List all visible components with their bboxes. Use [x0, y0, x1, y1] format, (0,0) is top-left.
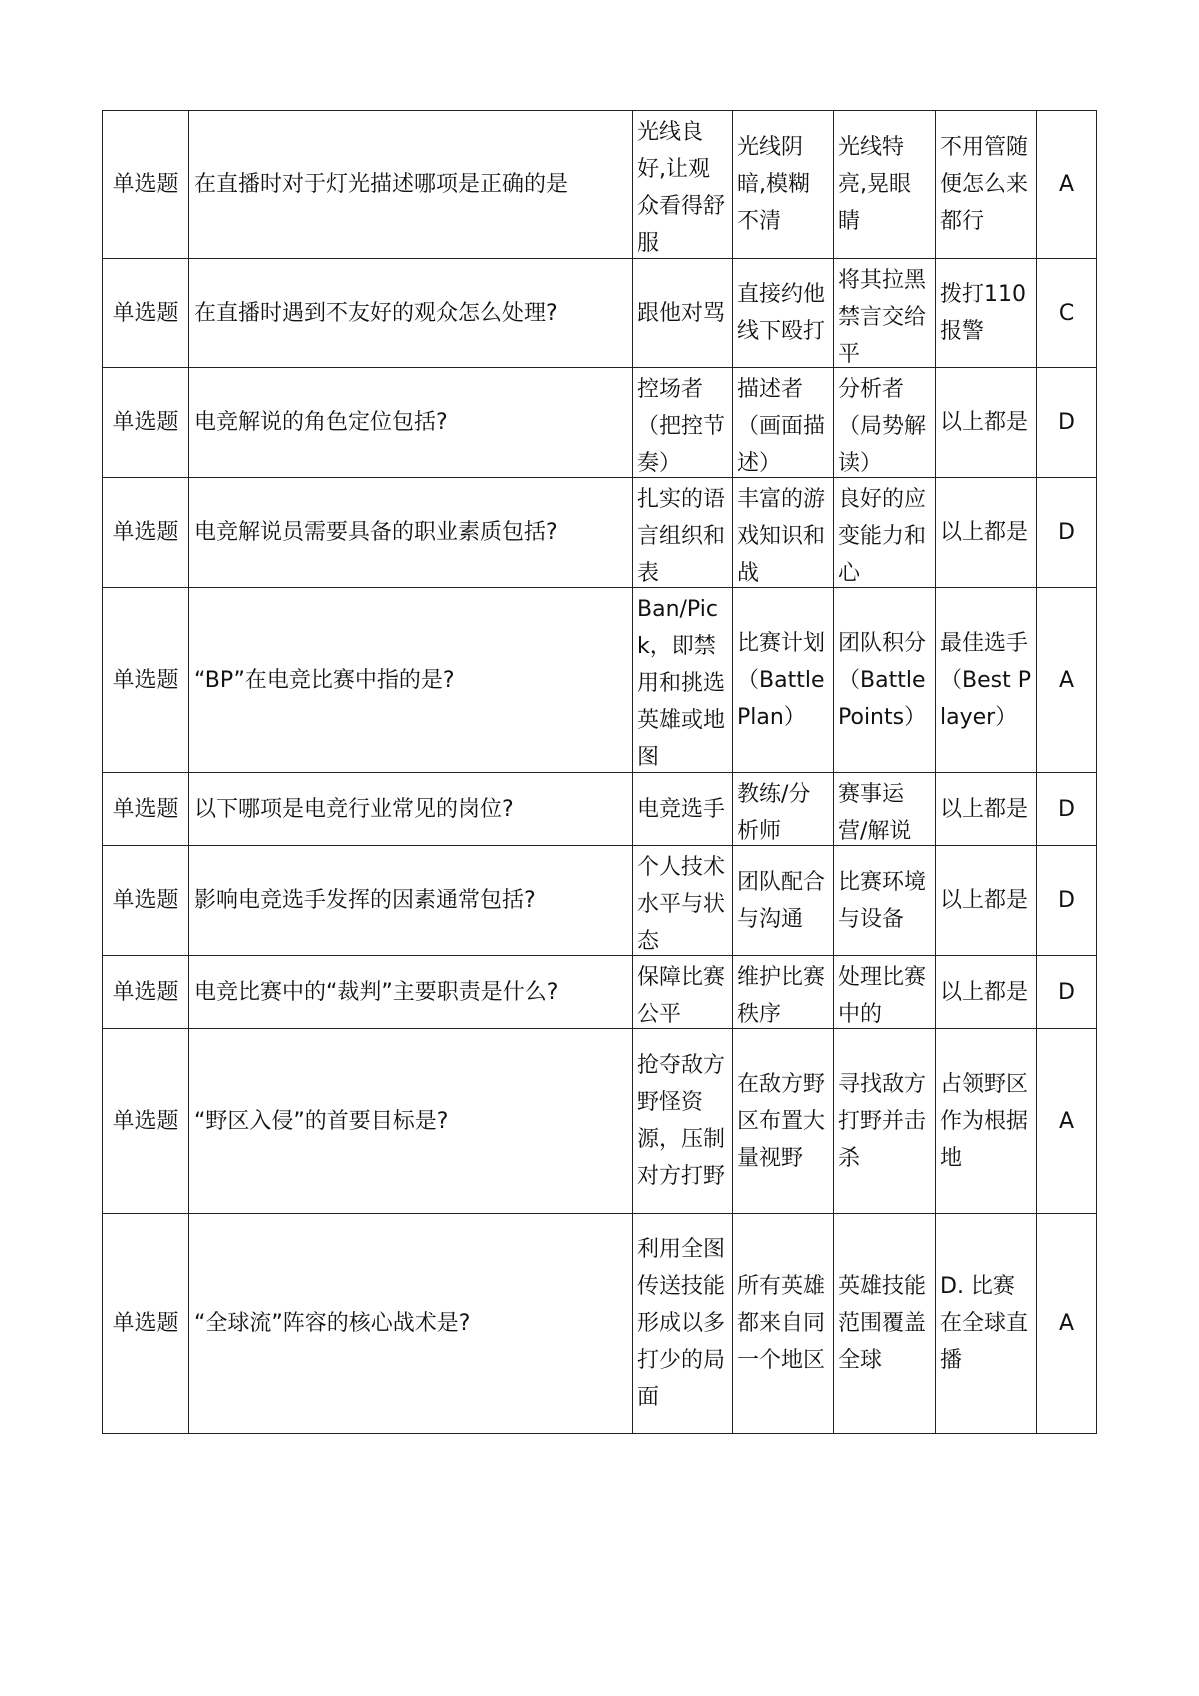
question-text-cell: 电竞解说的角色定位包括? [189, 368, 633, 478]
question-type-cell: 单选题 [103, 259, 189, 368]
question-type-cell: 单选题 [103, 773, 189, 846]
question-text-cell: 在直播时对于灯光描述哪项是正确的是 [189, 111, 633, 259]
option-c-text: 处理比赛中的 [838, 964, 927, 1026]
option-c-text: 团队积分（Battle Points） [838, 630, 927, 730]
answer-cell: D [1037, 773, 1097, 846]
answer-cell: A [1037, 588, 1097, 773]
option-b-cell [733, 1029, 834, 1214]
question-text-cell: 在直播时遇到不友好的观众怎么处理? [189, 259, 633, 368]
option-b-text: 光线阴暗,模糊不清 [737, 135, 810, 234]
option-d-cell [936, 588, 1037, 773]
question-type-cell: 单选题 [103, 111, 189, 259]
option-b-cell [733, 588, 834, 773]
option-b-cell [733, 956, 834, 1029]
option-b-text: 维护比赛秩序 [737, 964, 826, 1026]
question-row [103, 773, 1097, 846]
option-a-cell [633, 588, 733, 773]
option-c-text: 分析者（局势解读） [838, 376, 927, 475]
option-d-text: 拨打110报警 [940, 282, 1026, 344]
option-a-text: 跟他对骂 [637, 300, 726, 326]
question-type-cell: 单选题 [103, 1214, 189, 1434]
answer-cell: A [1037, 111, 1097, 259]
option-a-cell [633, 846, 733, 956]
question-rows [103, 111, 1097, 1434]
option-d-cell [936, 773, 1037, 846]
answer-cell: C [1037, 259, 1097, 368]
option-a-text: 扎实的语言组织和表 [637, 486, 726, 585]
question-row [103, 368, 1097, 478]
option-a-text: 个人技术水平与状态 [637, 854, 726, 953]
option-c-text: 光线特亮,晃眼睛 [838, 135, 911, 234]
option-c-text: 将其拉黑禁言交给平 [838, 267, 927, 365]
option-b-cell [733, 259, 834, 368]
option-d-text: 以上都是 [940, 410, 1029, 435]
option-b-text: 丰富的游戏知识和战 [737, 486, 826, 585]
option-c-cell [834, 773, 936, 846]
option-b-text: 团队配合与沟通 [737, 869, 826, 932]
question-text-cell: “野区入侵”的首要目标是? [189, 1029, 633, 1214]
option-b-cell [733, 846, 834, 956]
question-row [103, 478, 1097, 588]
option-d-cell [936, 111, 1037, 259]
option-a-text: Ban/Pick，即禁用和挑选英雄或地图 [637, 596, 726, 770]
option-b-cell [733, 478, 834, 588]
option-b-text: 在敌方野区布置大量视野 [737, 1071, 826, 1171]
question-text-cell: “全球流”阵容的核心战术是? [189, 1214, 633, 1434]
option-c-cell [834, 956, 936, 1029]
question-type-cell: 单选题 [103, 1029, 189, 1214]
question-type-cell: 单选题 [103, 846, 189, 956]
option-a-cell [633, 1214, 733, 1434]
option-c-text: 赛事运营/解说 [838, 781, 912, 843]
option-c-text: 寻找敌方打野并击杀 [838, 1071, 927, 1171]
option-d-cell [936, 1214, 1037, 1434]
option-b-cell [733, 773, 834, 846]
question-type-cell: 单选题 [103, 956, 189, 1029]
option-b-cell [733, 1214, 834, 1434]
option-a-cell [633, 478, 733, 588]
question-row [103, 1029, 1097, 1214]
option-d-text: 以上都是 [940, 888, 1029, 913]
option-d-cell [936, 478, 1037, 588]
option-c-cell [834, 588, 936, 773]
question-row [103, 956, 1097, 1029]
option-b-text: 所有英雄都来自同一个地区 [737, 1274, 826, 1373]
question-type-cell: 单选题 [103, 478, 189, 588]
answer-cell: A [1037, 1214, 1097, 1434]
option-c-cell [834, 259, 936, 368]
answer-cell: D [1037, 478, 1097, 588]
option-b-cell [733, 368, 834, 478]
question-text-cell: “BP”在电竞比赛中指的是? [189, 588, 633, 773]
option-b-text: 直接约他线下殴打 [737, 282, 826, 344]
option-b-text: 比赛计划（Battle Plan） [737, 630, 826, 730]
option-a-text: 抢夺敌方野怪资源，压制对方打野 [637, 1053, 726, 1189]
option-c-cell [834, 1214, 936, 1434]
answer-cell: D [1037, 846, 1097, 956]
option-a-text: 光线良好,让观众看得舒服 [637, 119, 726, 256]
question-row [103, 111, 1097, 259]
question-text-cell: 电竞解说员需要具备的职业素质包括? [189, 478, 633, 588]
option-c-cell [834, 478, 936, 588]
option-b-cell [733, 111, 834, 259]
option-c-text: 良好的应变能力和心 [838, 486, 927, 585]
answer-cell: A [1037, 1029, 1097, 1214]
option-c-cell [834, 111, 936, 259]
option-d-text: 最佳选手（Best Player） [940, 630, 1031, 730]
option-a-text: 电竞选手 [637, 796, 726, 822]
option-c-cell [834, 368, 936, 478]
option-c-cell [834, 1029, 936, 1214]
option-b-text: 描述者（画面描述） [737, 376, 826, 475]
option-b-text: 教练/分析师 [737, 781, 811, 843]
option-d-text: 以上都是 [940, 520, 1029, 545]
option-d-text: 不用管随便怎么来都行 [940, 135, 1029, 234]
option-d-text: 以上都是 [940, 979, 1029, 1005]
question-row [103, 1214, 1097, 1434]
answer-cell: D [1037, 368, 1097, 478]
option-d-cell [936, 846, 1037, 956]
question-type-cell: 单选题 [103, 368, 189, 478]
option-a-text: 控场者（把控节奏） [637, 376, 726, 475]
option-d-cell [936, 1029, 1037, 1214]
option-a-cell [633, 773, 733, 846]
question-text-cell: 以下哪项是电竞行业常见的岗位? [189, 773, 633, 846]
question-row [103, 588, 1097, 773]
option-a-cell [633, 259, 733, 368]
option-a-cell [633, 368, 733, 478]
answer-cell: D [1037, 956, 1097, 1029]
option-d-text: D. 比赛在全球直播 [940, 1274, 1029, 1373]
option-c-cell [834, 846, 936, 956]
option-d-text: 以上都是 [940, 796, 1029, 822]
question-row [103, 846, 1097, 956]
option-d-text: 占领野区作为根据地 [940, 1071, 1029, 1171]
question-table [102, 110, 1097, 1434]
option-d-cell [936, 956, 1037, 1029]
option-c-text: 英雄技能范围覆盖全球 [838, 1274, 927, 1373]
option-c-text: 比赛环境与设备 [838, 869, 927, 932]
question-type-cell: 单选题 [103, 588, 189, 773]
question-row [103, 259, 1097, 368]
option-d-cell [936, 368, 1037, 478]
question-text-cell: 电竞比赛中的“裁判”主要职责是什么? [189, 956, 633, 1029]
option-a-text: 利用全图传送技能形成以多打少的局面 [637, 1237, 726, 1410]
option-d-cell [936, 259, 1037, 368]
option-a-cell [633, 111, 733, 259]
option-a-text: 保障比赛公平 [637, 964, 726, 1026]
option-a-cell [633, 956, 733, 1029]
option-a-cell [633, 1029, 733, 1214]
question-text-cell: 影响电竞选手发挥的因素通常包括? [189, 846, 633, 956]
